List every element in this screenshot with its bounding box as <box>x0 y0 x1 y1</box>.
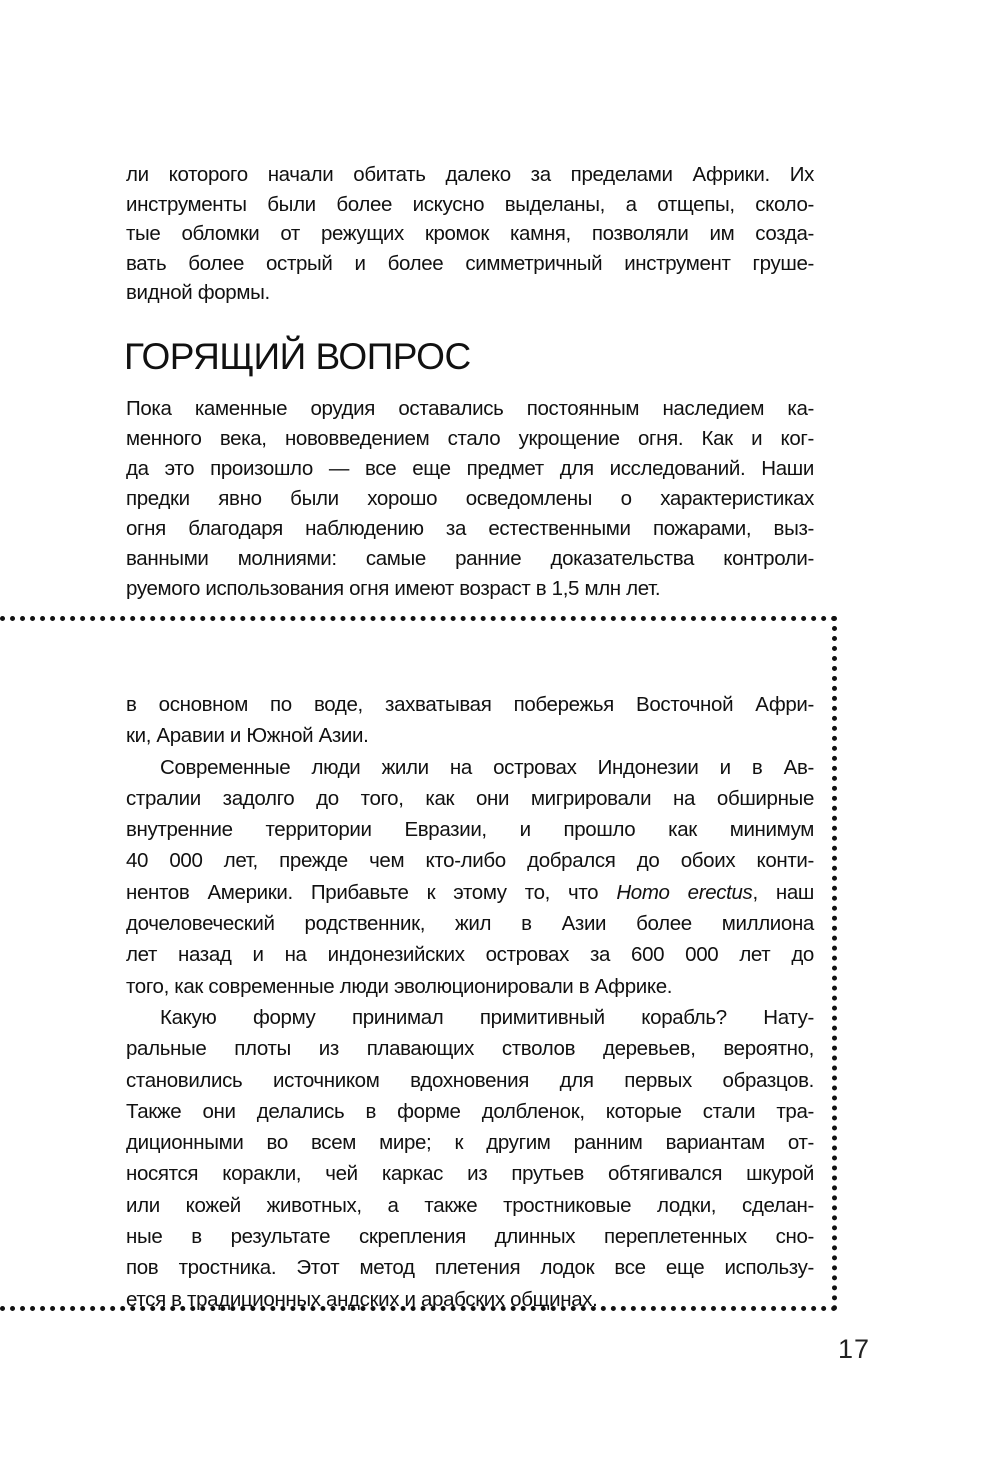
text-line: тые обломки от режущих кромок камня, позволяли им созда- <box>126 222 814 245</box>
text-line: инструменты были более искусно выделаны, а отщепы, сколо- <box>126 192 814 216</box>
section-heading: ГОРЯЩИЙ ВОПРОС <box>124 336 471 377</box>
text-line: ные в результате скрепления длинных переплетенных сно- <box>126 1225 814 1249</box>
text-line: пов тростника. Этот метод плетения лодок все еще использу- <box>126 1256 814 1280</box>
text-segment: нентов Америки. Прибавьте к этому то, что <box>126 880 617 904</box>
text-line: видной формы. <box>126 281 270 304</box>
text-line: руемого использования огня имеют возраст в 1,5 млн лет. <box>126 577 661 600</box>
text-line <box>126 877 814 908</box>
species-name: Homo erectus <box>616 880 753 904</box>
fire-paragraph <box>126 394 814 604</box>
text-line: становились источником вдохновения для первых образцов. <box>126 1068 814 1092</box>
text-line: диционными во всем мире; к другим ранним вариантам от- <box>126 1131 814 1155</box>
text-line: или кожей животных, а также тростниковые лодки, сделан- <box>126 1193 814 1217</box>
text-line: Современные люди жили на островах Индонезии и в Ав- <box>160 755 814 779</box>
text-line: того, как современные люди эволюционировали в Африке. <box>126 974 673 998</box>
text-line: ральные плоты из плавающих стволов деревьев, вероятно, <box>126 1037 814 1061</box>
text-line: вать более острый и более симметричный инструмент груше- <box>126 251 814 275</box>
text-line: внутренние территории Евразии, и прошло как минимум <box>126 818 814 842</box>
text-line: 40 000 лет, прежде чем кто-либо добрался до обоих конти- <box>126 849 814 873</box>
text-line: носятся коракли, чей каркас из прутьев обтягивался шкурой <box>126 1162 814 1186</box>
page-number: 17 <box>838 1334 871 1364</box>
text-line: ки, Аравии и Южной Азии. <box>126 724 369 748</box>
text-line: Пока каменные орудия оставались постоянным наследием ка- <box>126 397 814 420</box>
text-line: Также они делались в форме долбленок, которые стали тра- <box>126 1099 814 1123</box>
text-line: в основном по воде, захватывая побережья Восточной Афри- <box>126 693 814 716</box>
text-line: лет назад и на индонезийских островах за 600 000 лет до <box>126 943 814 967</box>
text-line: ванными молниями: самые ранние доказательства контроли- <box>126 547 814 570</box>
text-line: ли которого начали обитать далеко за пределами Африки. Их <box>126 163 814 186</box>
text-line: огня благодаря наблюдению за естественными пожарами, выз- <box>126 517 814 540</box>
text-line: Какую форму принимал примитивный корабль? Нату- <box>160 1005 814 1029</box>
boxed-text <box>126 689 814 1315</box>
text-line: предки явно были хорошо осведомлены о характеристиках <box>126 487 814 510</box>
text-line: стралии задолго до того, как они мигрировали на обширные <box>126 786 814 810</box>
text-line: менного века, нововведением стало укрощение огня. Как и ког- <box>126 427 814 450</box>
text-line: ется в традиционных андских и арабских общинах. <box>126 1287 598 1311</box>
text-line: да это произошло — все еще предмет для исследований. Наши <box>126 457 814 480</box>
text-line: дочеловеческий родственник, жил в Азии более миллиона <box>126 912 814 936</box>
intro-paragraph <box>126 160 814 308</box>
text-segment: , наш <box>752 880 814 904</box>
